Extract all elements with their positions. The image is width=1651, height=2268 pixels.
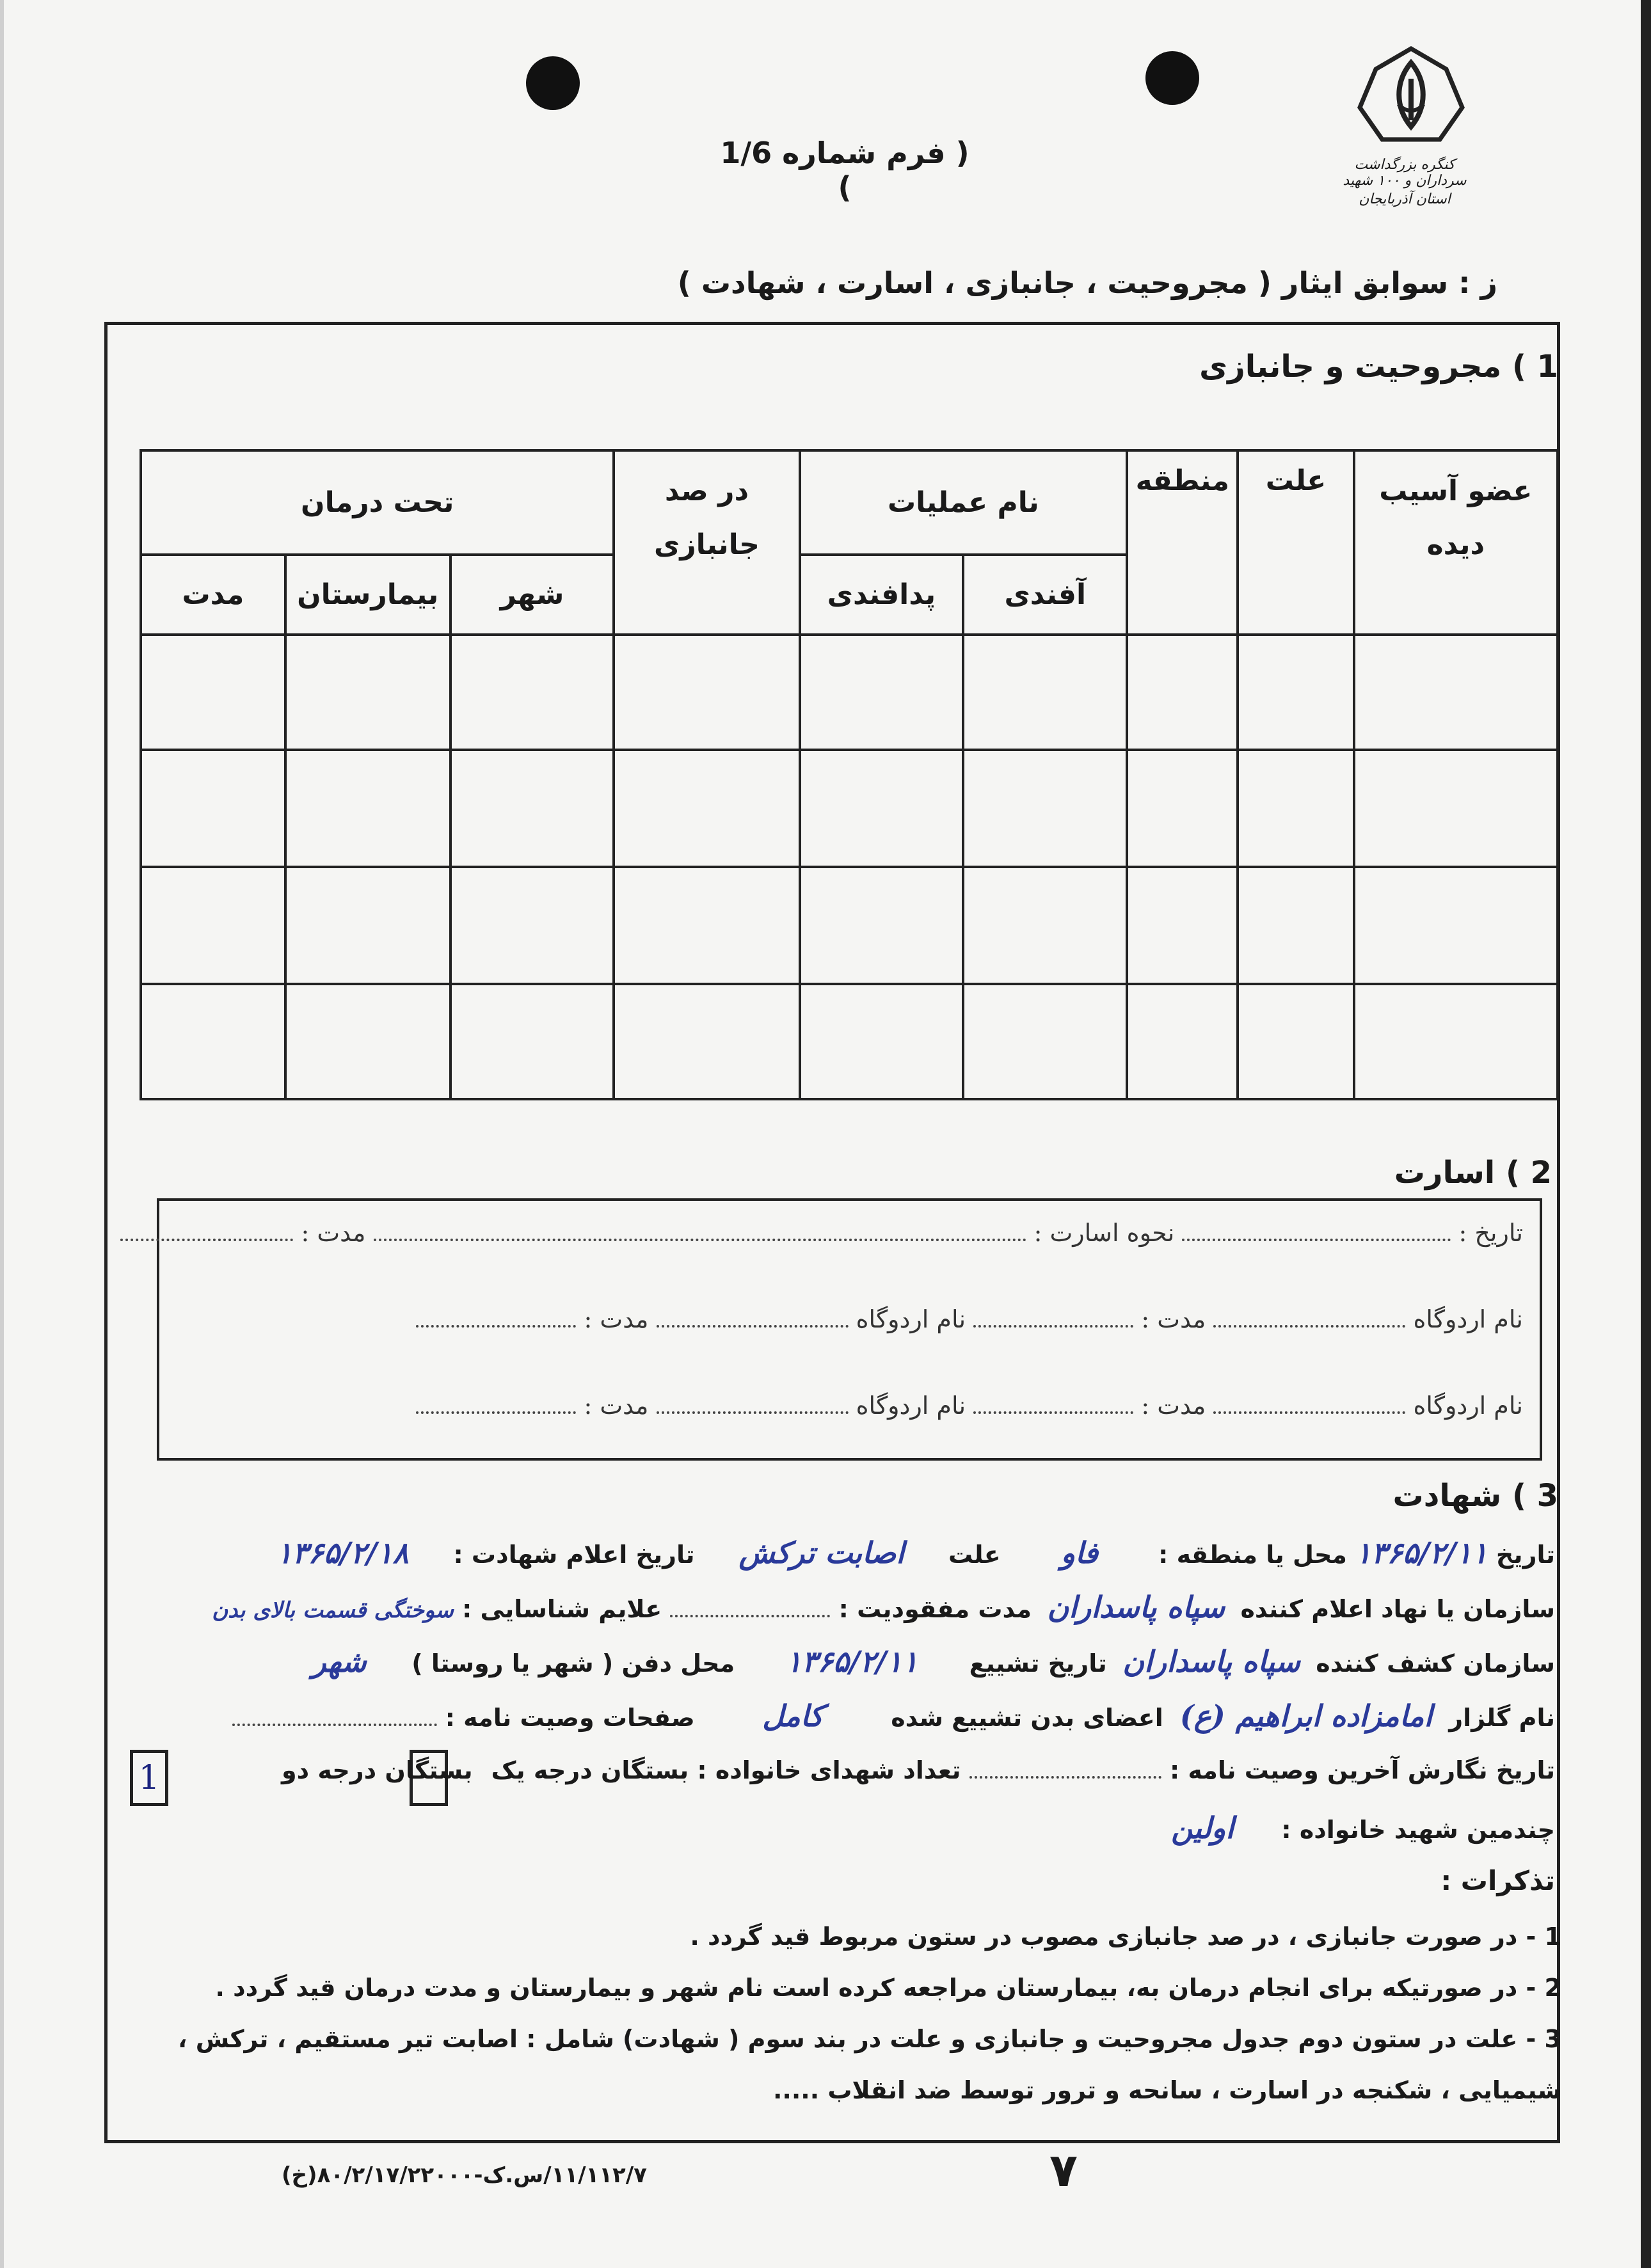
table-cell[interactable]: [1127, 635, 1238, 750]
camp-duration-label: مدت :: [584, 1305, 649, 1333]
table-cell[interactable]: [1127, 750, 1238, 867]
table-cell[interactable]: [800, 635, 964, 750]
announcing-org-label: سازمان یا نهاد اعلام کننده: [1240, 1595, 1555, 1623]
table-cell[interactable]: [451, 750, 614, 867]
table-cell[interactable]: [800, 750, 964, 867]
captivity-row-2: [173, 1305, 1523, 1333]
section1-title: 1 ) مجروحیت و جانبازی: [1199, 349, 1558, 385]
table-cell[interactable]: [614, 750, 799, 867]
note-item: 3 - علت در ستون دوم جدول مجروحیت و جانبازی و علت در بند سوم ( شهادت) شامل : اصابت تیر مستقیم ، ترکش ،: [178, 2025, 1561, 2053]
announcing-org-value[interactable]: سپاه پاسداران: [1047, 1590, 1225, 1624]
camp-label: نام اردوگاه: [856, 1392, 966, 1420]
table-cell[interactable]: [614, 867, 799, 984]
org-line2: استان آذربایجان: [1359, 191, 1451, 207]
camp-field[interactable]: [657, 1308, 849, 1328]
col-region: منطقه: [1127, 450, 1238, 635]
table-cell[interactable]: [963, 750, 1127, 867]
notes-title: تذکرات :: [1440, 1865, 1555, 1896]
martyr-date-label: تاریخ: [1495, 1541, 1555, 1569]
table-cell[interactable]: [800, 984, 964, 1099]
cemetery-label: نام گلزار: [1449, 1704, 1555, 1732]
table-cell[interactable]: [800, 867, 964, 984]
table-cell[interactable]: [451, 635, 614, 750]
discovering-org-value[interactable]: سپاه پاسداران: [1122, 1644, 1300, 1679]
will-pages-field[interactable]: [232, 1707, 437, 1726]
buried-organs-value[interactable]: کامل: [762, 1699, 824, 1733]
will-pages-label: صفحات وصیت نامه :: [445, 1704, 695, 1732]
form-number: ( فرم شماره 1/6 ): [720, 136, 969, 205]
martyrdom-row-2: [109, 1590, 1555, 1624]
camp-label: نام اردوگاه: [1413, 1305, 1523, 1333]
table-row: [141, 984, 1558, 1099]
note-item: شیمیایی ، شکنجه در اسارت ، سانحه و ترور توسط ضد انقلاب .....: [772, 2076, 1561, 2104]
martyrdom-row-1: [109, 1535, 1555, 1570]
section2-title: 2 ) اسارت: [1394, 1155, 1552, 1191]
table-cell[interactable]: [285, 984, 451, 1099]
table-cell[interactable]: [1127, 984, 1238, 1099]
scan-edge-left: [0, 0, 4, 2268]
cemetery-value[interactable]: امامزاده ابراهیم (ع): [1179, 1699, 1433, 1733]
punch-hole-left: [526, 56, 580, 110]
martyrdom-row-4: [109, 1699, 1555, 1733]
camp-duration-label: مدت :: [1141, 1305, 1206, 1333]
second-degree-label: بستگان درجه دو: [282, 1756, 473, 1784]
martyr-date-value[interactable]: ۱۳۶۵/۲/۱۱: [1355, 1535, 1488, 1570]
table-cell[interactable]: [963, 635, 1127, 750]
martyr-cause-label: علت: [948, 1541, 1001, 1569]
table-cell[interactable]: [285, 635, 451, 750]
martyr-cause-value[interactable]: اصابت ترکش: [738, 1535, 905, 1570]
camp-duration-label: مدت :: [584, 1392, 649, 1420]
captivity-method-label: نحوه اسارت :: [1033, 1219, 1175, 1247]
table-cell[interactable]: [1238, 867, 1353, 984]
table-cell[interactable]: [614, 984, 799, 1099]
will-date-field[interactable]: [969, 1759, 1161, 1779]
camp-duration-label: مدت :: [1141, 1392, 1206, 1420]
col-duration: مدت: [141, 555, 285, 635]
camp-duration-field[interactable]: [973, 1308, 1133, 1328]
table-cell[interactable]: [963, 867, 1127, 984]
table-cell[interactable]: [614, 635, 799, 750]
table-cell[interactable]: [1354, 867, 1558, 984]
announce-date-value[interactable]: ۱۳۶۵/۲/۱۸: [276, 1535, 409, 1570]
table-cell[interactable]: [141, 867, 285, 984]
table-row: [141, 635, 1558, 750]
col-treatment: تحت درمان: [141, 450, 614, 555]
funeral-date-label: تاریخ تشییع: [969, 1649, 1107, 1677]
injury-table: [140, 449, 1559, 1100]
table-cell[interactable]: [141, 984, 285, 1099]
camp-duration-field[interactable]: [973, 1395, 1133, 1414]
camp-duration-field[interactable]: [416, 1308, 576, 1328]
captivity-duration-field[interactable]: [120, 1222, 293, 1241]
col-hospital: بیمارستان: [285, 555, 451, 635]
table-cell[interactable]: [963, 984, 1127, 1099]
martyr-place-value[interactable]: فاو: [1060, 1535, 1099, 1570]
funeral-date-value[interactable]: ۱۳۶۵/۲/۱۱: [786, 1644, 918, 1679]
col-defensive: پدافندی: [800, 555, 964, 635]
col-operation: نام عملیات: [800, 450, 1128, 555]
col-offensive: آفندی: [963, 555, 1127, 635]
second-degree-box[interactable]: [130, 1750, 168, 1806]
table-cell[interactable]: [451, 867, 614, 984]
martyr-place-label: محل یا منطقه :: [1158, 1541, 1347, 1569]
table-cell[interactable]: [141, 635, 285, 750]
emblem-logo: [1350, 44, 1472, 152]
camp-label: نام اردوگاه: [856, 1305, 966, 1333]
camp-duration-field[interactable]: [416, 1395, 576, 1414]
col-cause: علت: [1238, 450, 1353, 635]
captivity-method-field[interactable]: [374, 1222, 1026, 1241]
captivity-duration-label: مدت :: [301, 1219, 366, 1247]
buried-organs-label: اعضای بدن تشییع شده: [891, 1704, 1163, 1732]
table-row: [141, 867, 1558, 984]
camp-field[interactable]: [1213, 1308, 1405, 1328]
burial-place-value[interactable]: شهر: [312, 1644, 367, 1679]
table-cell[interactable]: [1354, 750, 1558, 867]
page-number: ۷: [1049, 2143, 1078, 2197]
footer-code: ۱۱/۱۱۲/۷/س.ک-۸۰/۲/۱۷/۲۲۰۰۰(خ): [282, 2162, 647, 2188]
missing-duration-field[interactable]: [670, 1598, 830, 1617]
org-caption: [1334, 157, 1475, 207]
table-cell[interactable]: [285, 867, 451, 984]
missing-duration-label: مدت مفقودیت :: [838, 1595, 1032, 1623]
table-cell[interactable]: [451, 984, 614, 1099]
nth-martyr-label: چندمین شهید خانواده :: [1281, 1816, 1555, 1844]
table-cell[interactable]: [1238, 635, 1353, 750]
captivity-date-label: تاریخ :: [1458, 1219, 1523, 1247]
discovering-org-label: سازمان کشف کننده: [1316, 1649, 1555, 1677]
table-cell[interactable]: [285, 750, 451, 867]
punch-hole-right: [1145, 51, 1199, 105]
camp-label: نام اردوگاه: [1413, 1392, 1523, 1420]
table-cell[interactable]: [1127, 867, 1238, 984]
captivity-date-field[interactable]: [1182, 1222, 1451, 1241]
col-percent: در صد جانبازی: [614, 450, 799, 635]
col-organ: عضو آسیب دیده: [1354, 450, 1558, 635]
martyrdom-row-3: [109, 1644, 1555, 1679]
announce-date-label: تاریخ اعلام شهادت :: [453, 1541, 695, 1569]
table-cell[interactable]: [1238, 750, 1353, 867]
captivity-row-3: [173, 1392, 1523, 1420]
col-city: شهر: [451, 555, 614, 635]
table-cell[interactable]: [1354, 984, 1558, 1099]
family-martyrs-label: تعداد شهدای خانواده : بستگان درجه یک: [491, 1756, 961, 1784]
table-cell[interactable]: [1238, 984, 1353, 1099]
camp-field[interactable]: [1213, 1395, 1405, 1414]
table-row: [141, 750, 1558, 867]
section-z-title: ز : سوابق ایثار ( مجروحیت ، جانبازی ، اسارت ، شهادت ): [677, 266, 1497, 300]
org-line1: کنگره بزرگداشت سرداران و ۱۰۰ شهید: [1343, 157, 1467, 189]
burial-place-label: محل دفن ( شهر یا روستا ): [411, 1649, 735, 1677]
table-cell[interactable]: [1354, 635, 1558, 750]
note-item: 1 - در صورت جانبازی ، در صد جانبازی مصوب در ستون مربوط قید گردد .: [690, 1923, 1561, 1951]
scan-edge-right: [1641, 0, 1651, 2268]
second-degree-value: 1: [138, 1759, 160, 1797]
nth-martyr-value[interactable]: اولین: [1171, 1811, 1234, 1845]
will-date-label: تاریخ نگارش آخرین وصیت نامه :: [1169, 1756, 1555, 1784]
table-cell[interactable]: [141, 750, 285, 867]
camp-field[interactable]: [657, 1395, 849, 1414]
id-marks-value[interactable]: سوختگی قسمت بالای بدن: [212, 1598, 454, 1623]
note-item: 2 - در صورتیکه برای انجام درمان به، بیمارستان مراجعه کرده است نام شهر و بیمارستان و مدت درمان قید گردد .: [215, 1974, 1561, 2002]
id-marks-label: علایم شناسایی :: [462, 1595, 662, 1623]
section3-title: 3 ) شهادت: [1392, 1478, 1558, 1514]
captivity-row-1: [173, 1219, 1523, 1247]
martyrdom-row-6: [109, 1811, 1555, 1845]
